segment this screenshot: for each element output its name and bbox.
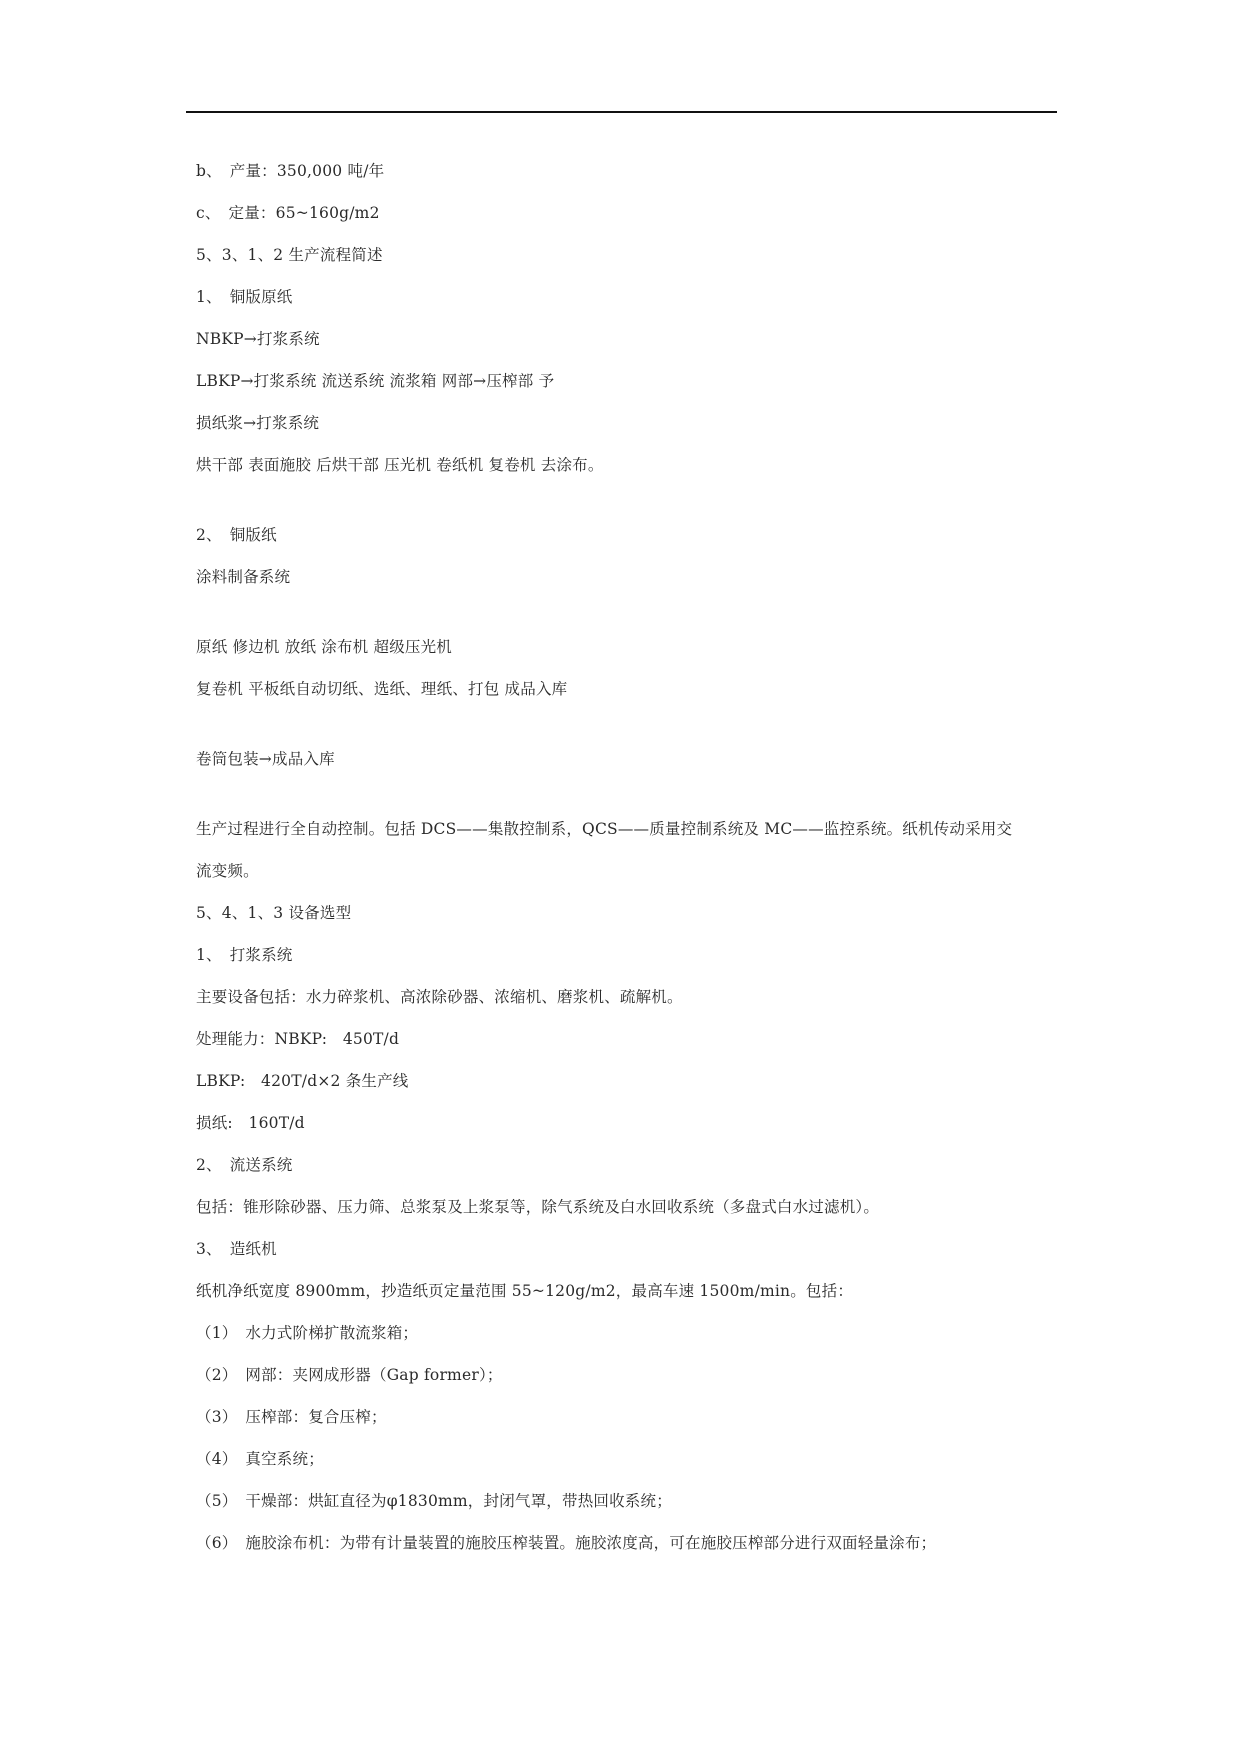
list-item-press-section: （3） 压榨部：复合压榨； xyxy=(196,1408,387,1426)
process-line-broke: 损纸浆→打浆系统 xyxy=(196,414,320,432)
list-item-wire-section: （2） 网部：夹网成形器（Gap former）； xyxy=(196,1366,503,1384)
header-rule xyxy=(186,111,1057,113)
list-item-vacuum-system: （4） 真空系统； xyxy=(196,1450,324,1468)
process-line-nbkp: NBKP→打浆系统 xyxy=(196,330,320,348)
process-line-drying: 烘干部 表面施胶 后烘干部 压光机 卷纸机 复卷机 去涂布。 xyxy=(196,456,604,474)
list-item-headbox: （1） 水力式阶梯扩散流浆箱； xyxy=(196,1324,419,1342)
paper-machine-specs: 纸机净纸宽度 8900mm，抄造纸页定量范围 55~120g/m2，最高车速 1500m/min。包括： xyxy=(196,1282,854,1300)
subheading-coated-paper: 2、 铜版纸 xyxy=(196,526,277,544)
paragraph-control-cont: 流变频。 xyxy=(196,862,259,880)
paragraph-control: 生产过程进行全自动控制。包括 DCS——集散控制系，QCS——质量控制系统及 MC——监控系统。纸机传动采用交 xyxy=(196,820,1013,838)
process-line-roll-packing: 卷筒包装→成品入库 xyxy=(196,750,335,768)
capacity-nbkp: 处理能力：NBKP: 450T/d xyxy=(196,1030,400,1048)
process-line-coating: 原纸 修边机 放纸 涂布机 超级压光机 xyxy=(196,638,453,656)
subheading-stock-prep: 1、 打浆系统 xyxy=(196,946,293,964)
process-line-lbkp: LBKP→打浆系统 流送系统 流浆箱 网部→压榨部 予 xyxy=(196,372,555,390)
subheading-base-paper: 1、 铜版原纸 xyxy=(196,288,293,306)
equipment-list-approach-flow: 包括：锥形除砂器、压力筛、总浆泵及上浆泵等，除气系统及白水回收系统（多盘式白水过滤机）。 xyxy=(196,1198,880,1216)
list-item-dryer-section: （5） 干燥部：烘缸直径为φ1830mm，封闭气罩，带热回收系统； xyxy=(196,1492,672,1510)
subheading-approach-flow: 2、 流送系统 xyxy=(196,1156,293,1174)
spec-basis-weight-line: c、 定量：65~160g/m2 xyxy=(196,204,380,222)
spec-output-line: b、 产量：350,000 吨/年 xyxy=(196,162,385,180)
subheading-paper-machine: 3、 造纸机 xyxy=(196,1240,277,1258)
section-heading-process: 5、3、1、2 生产流程简述 xyxy=(196,246,383,264)
section-heading-equipment: 5、4、1、3 设备选型 xyxy=(196,904,352,922)
process-line-finishing: 复卷机 平板纸自动切纸、选纸、理纸、打包 成品入库 xyxy=(196,680,568,698)
capacity-lbkp: LBKP: 420T/d×2 条生产线 xyxy=(196,1072,409,1090)
process-line-coating-prep: 涂料制备系统 xyxy=(196,568,291,586)
capacity-broke: 损纸: 160T/d xyxy=(196,1114,305,1132)
equipment-list-stock-prep: 主要设备包括：水力碎浆机、高浓除砂器、浓缩机、磨浆机、疏解机。 xyxy=(196,988,683,1006)
list-item-size-press: （6） 施胶涂布机：为带有计量装置的施胶压榨装置。施胶浓度高，可在施胶压榨部分进行双面轻量涂布； xyxy=(196,1534,937,1552)
